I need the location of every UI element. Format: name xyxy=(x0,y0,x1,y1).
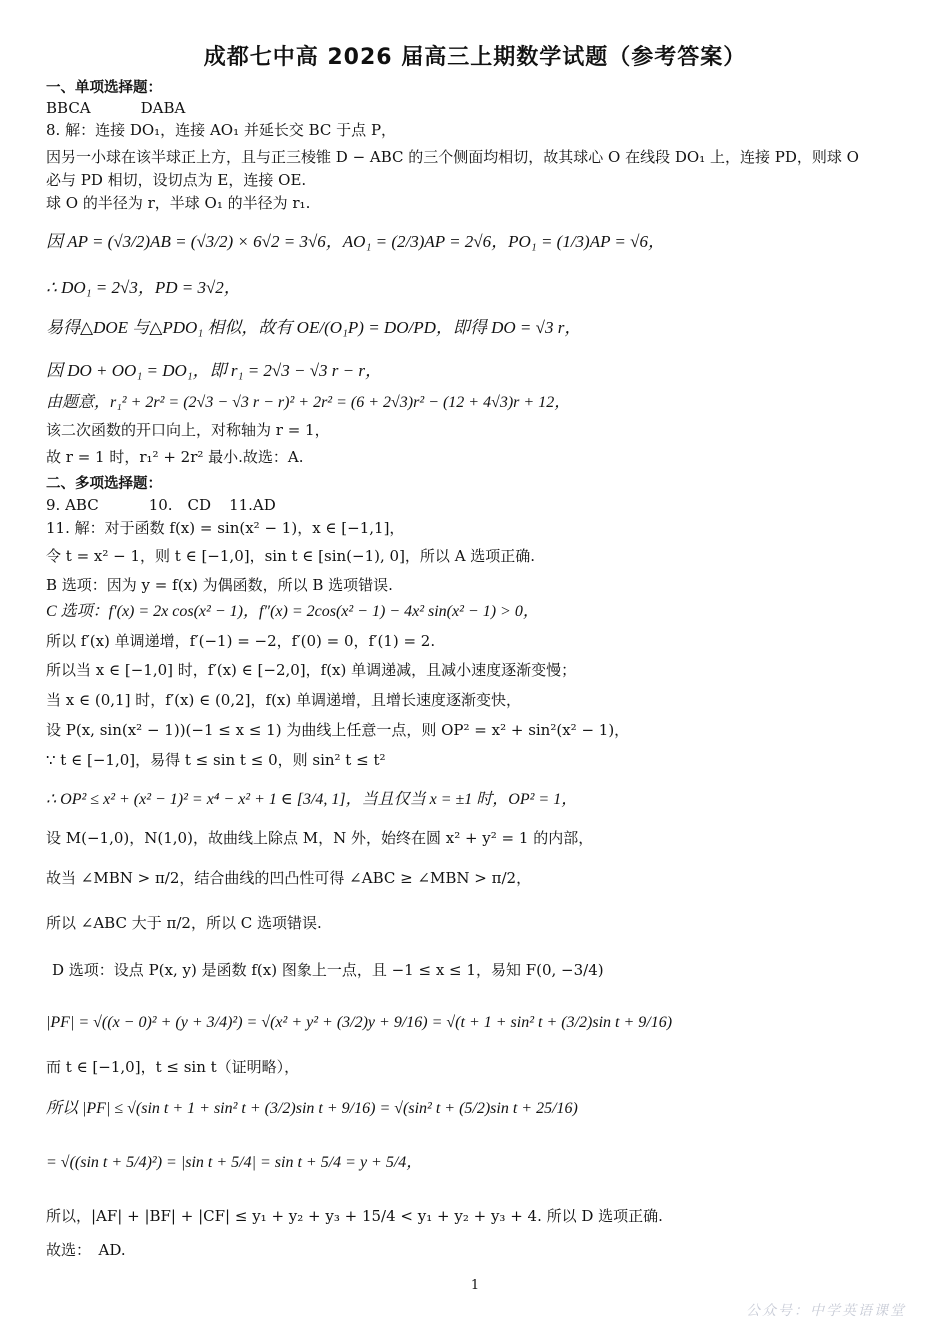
q11-line-17: 所以 |PF| ≤ √(sin t + 1 + sin² t + (3/2)sin t + 9/16) = √(sin² t + (5/2)sin t + 25/16) xyxy=(46,1100,578,1117)
q8-line-7: 易得△DOE 与△PDO₁ 相似，故有 OE/(O₁P) = DO/PD，即得 DO = √3 r， xyxy=(46,318,582,337)
q11-line-14: D 选项：设点 P(x, y) 是函数 f(x) 图象上一点，且 −1 ≤ x ≤ 1，易知 F(0, −3/4) xyxy=(52,961,604,979)
q11-line-1: 11. 解：对于函数 f(x) = sin(x² − 1)，x ∈ [−1,1]， xyxy=(46,519,405,537)
q11-line-16: 而 t ∈ [−1,0]，t ≤ sin t（证明略）， xyxy=(46,1058,300,1076)
q11-line-20: 故选： AD. xyxy=(46,1241,126,1259)
q11-line-19: 所以，|AF| + |BF| + |CF| ≤ y₁ + y₂ + y₃ + 15/4 < y₁ + y₂ + y₃ + 4. 所以 D 选项正确. xyxy=(46,1207,663,1225)
q8-line-9: 由题意，r₁² + 2r² = (2√3 − √3 r − r)² + 2r² = (6 + 2√3)r² − (12 + 4√3)r + 12， xyxy=(46,394,571,411)
q11-line-15: |PF| = √((x − 0)² + (y + 3/4)²) = √(x² + y² + (3/2)y + 9/16) = √(t + 1 + sin² t + (3/2)sin t + 9/16) xyxy=(46,1014,673,1031)
section-heading-multi-choice: 二、多项选择题： xyxy=(46,476,162,492)
q8-line-3: 必与 PD 相切，设切点为 E，连接 OE. xyxy=(46,171,307,189)
q11-line-6: 所以当 x ∈ [−1,0] 时，f′(x) ∈ [−2,0]，f(x) 单调递减，且减小速度逐渐变慢； xyxy=(46,661,577,679)
q8-line-6: ∴ DO₁ = 2√3，PD = 3√2， xyxy=(46,278,241,297)
watermark: 公众号：中学英语课堂 xyxy=(746,1303,906,1319)
q8-line-2: 因另一小球在该半球正上方，且与正三棱锥 D − ABC 的三个侧面均相切，故其球心 O 在线段 DO₁ 上，连接 PD，则球 O xyxy=(46,148,859,166)
page-number: 1 xyxy=(470,1278,480,1293)
page-title: 成都七中高 2026 届高三上期数学试题（参考答案） xyxy=(203,45,747,70)
q8-line-10: 该二次函数的开口向上，对称轴为 r = 1， xyxy=(46,421,330,439)
q11-line-4: C 选项：f′(x) = 2x cos(x² − 1)，f″(x) = 2cos(x² − 1) − 4x² sin(x² − 1) > 0， xyxy=(46,603,539,620)
q11-line-11: 设 M(−1,0)，N(1,0)，故曲线上除点 M，N 外，始终在圆 x² + y² = 1 的内部， xyxy=(46,829,594,847)
multi-choice-answers xyxy=(46,495,276,515)
answer-11: 11.AD xyxy=(229,496,276,514)
q11-line-2: 令 t = x² − 1，则 t ∈ [−1,0]，sin t ∈ [sin(−1), 0]，所以 A 选项正确. xyxy=(46,547,536,565)
section-heading-single-choice: 一、单项选择题： xyxy=(46,80,162,96)
q11-line-8: 设 P(x, sin(x² − 1))(−1 ≤ x ≤ 1) 为曲线上任意一点，则 OP² = x² + sin²(x² − 1)， xyxy=(46,721,630,739)
q8-line-4: 球 O 的半径为 r，半球 O₁ 的半径为 r₁. xyxy=(46,194,311,212)
q8-line-1: 8. 解：连接 DO₁，连接 AO₁ 并延长交 BC 于点 P， xyxy=(46,121,397,139)
answer-9: 9. ABC xyxy=(46,496,99,514)
q11-line-5: 所以 f′(x) 单调递增，f′(−1) = −2，f′(0) = 0，f′(1) = 2. xyxy=(46,632,436,650)
single-choice-answers xyxy=(46,98,185,118)
answer-10: 10. CD xyxy=(148,496,212,514)
q8-line-5: 因 AP = (√3/2)AB = (√3/2) × 6√2 = 3√6，AO₁ = (2/3)AP = 2√6，PO₁ = (1/3)AP = √6， xyxy=(46,232,665,251)
answers-1-4: BBCA xyxy=(46,99,91,117)
q11-line-13: 所以 ∠ABC 大于 π/2，所以 C 选项错误. xyxy=(46,914,322,932)
q11-line-7: 当 x ∈ (0,1] 时，f′(x) ∈ (0,2]，f(x) 单调递增，且增长速度逐渐变快， xyxy=(46,691,521,709)
q11-line-10: ∴ OP² ≤ x² + (x² − 1)² = x⁴ − x² + 1 ∈ [3/4, 1]，当且仅当 x = ±1 时，OP² = 1， xyxy=(46,791,578,808)
q11-line-3: B 选项：因为 y = f(x) 为偶函数，所以 B 选项错误. xyxy=(46,576,393,594)
q8-line-11: 故 r = 1 时，r₁² + 2r² 最小.故选：A. xyxy=(46,448,304,466)
q11-line-12: 故当 ∠MBN > π/2，结合曲线的凹凸性可得 ∠ABC ≥ ∠MBN > π/2， xyxy=(46,869,532,887)
q11-line-9: ∵ t ∈ [−1,0]，易得 t ≤ sin t ≤ 0，则 sin² t ≤ t² xyxy=(46,751,386,769)
q11-line-18: = √((sin t + 5/4)²) = |sin t + 5/4| = sin t + 5/4 = y + 5/4， xyxy=(46,1154,423,1171)
answers-5-8: DABA xyxy=(140,99,186,117)
q8-line-8: 因 DO + OO₁ = DO₁，即 r₁ = 2√3 − √3 r − r， xyxy=(46,361,383,380)
